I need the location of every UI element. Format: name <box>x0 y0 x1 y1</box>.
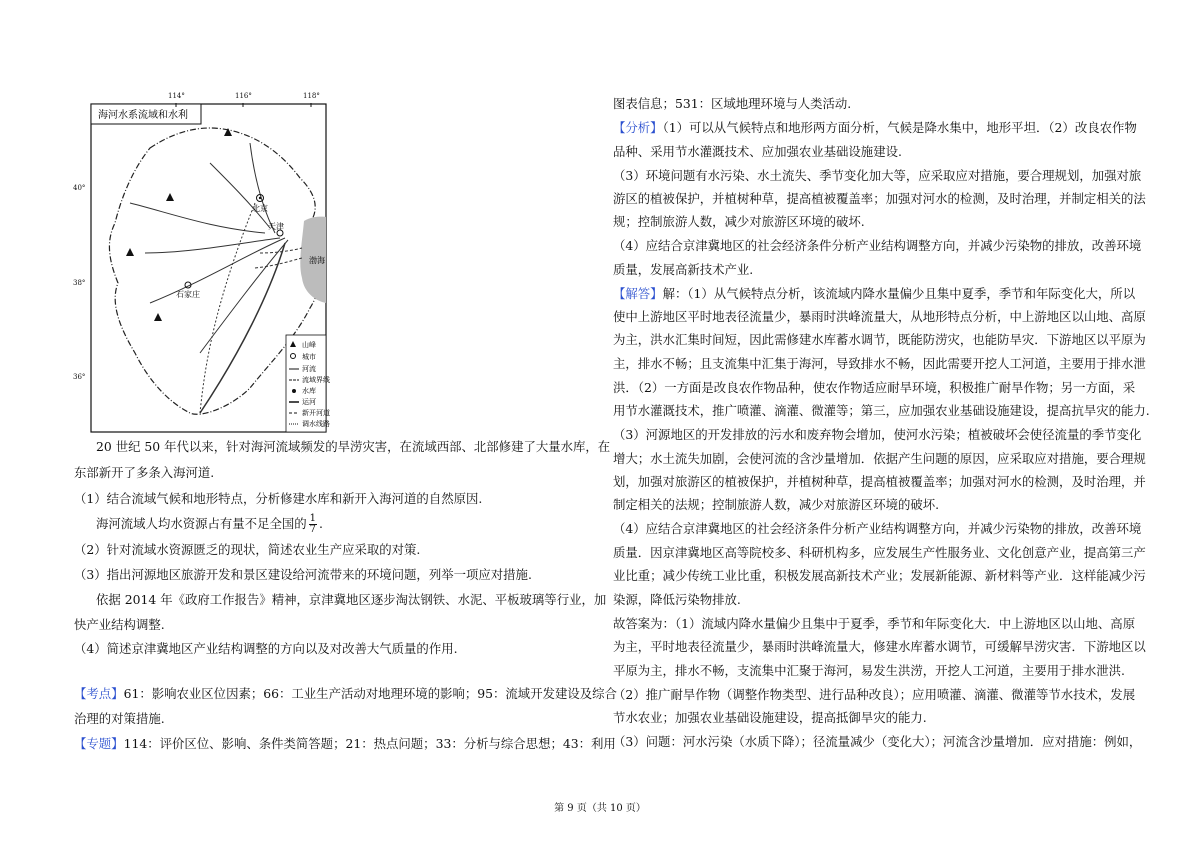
question-1: （1）结合流域气候和地形特点，分析修建水库和新开入海河道的自然原因. <box>74 491 483 506</box>
jieda-line-9: 划，加强对旅游区的植被保护，并植树种草，提高植被覆盖率；加强对河水的检测，及时治理，并 <box>613 474 1146 489</box>
fenxi-line-5: 规；控制旅游人数，减少对旅游区环境的破坏. <box>613 214 865 229</box>
fraction-one-seventh: $\frac{1}{7}$ <box>309 513 317 535</box>
answer-line-2: 为主，平时地表径流量少，暴雨时洪峰流量大，修建水库蓄水调节，可缓解旱涝灾害．下游地区以 <box>613 639 1146 654</box>
kaodian-label: 【考点】 <box>74 686 124 701</box>
zhuanti-line-2: 图表信息；531：区域地理环境与人类活动. <box>613 96 852 111</box>
legend-reservoir: 水库 <box>302 387 316 395</box>
jieda-line-4: 主，排水不畅；且支流集中汇集于海河，导致排水不畅，因此需要开挖人工河道，主要用于排水泄 <box>613 356 1146 371</box>
kaodian-line-1: 【考点】61：影响农业区位因素；66：工业生产活动对地理环境的影响；95：流域开发建设及综合 <box>74 686 617 701</box>
lat-36: 36° <box>73 373 86 381</box>
tianjin-label: 天津 <box>268 222 284 231</box>
zhuanti-line-1: 【专题】114：评价区位、影响、条件类简答题；21：热点问题；33：分析与综合思想；43：利用 <box>74 736 616 751</box>
jieda-line-14: 染源，降低污染物排放. <box>613 592 741 607</box>
fenxi-line-4: 游区的植被保护，并植树种草，提高植被覆盖率；加强对河水的检测，及时治理，并制定相关的法 <box>613 191 1146 206</box>
jieda-label: 【解答】 <box>613 286 663 301</box>
jieda-line-7: （3）河源地区的开发排放的污水和废弃物会增加，使河水污染；植被破坏会使径流量的季节变化 <box>613 427 1142 442</box>
zhuanti-label: 【专题】 <box>74 736 124 751</box>
legend-diversion: 调水线路 <box>302 420 330 428</box>
fenxi-label: 【分析】 <box>613 120 663 135</box>
policy-line-2: 快产业结构调整. <box>74 617 165 632</box>
beijing-label: 北京 <box>252 204 268 213</box>
lon-114: 114° <box>168 92 185 100</box>
jieda-line-11: （4）应结合京津冀地区的社会经济条件分析产业结构调整方向，并减少污染物的排放，改善环境 <box>613 521 1142 536</box>
legend-river: 河流 <box>302 365 316 373</box>
lat-38: 38° <box>73 279 86 287</box>
legend-boundary: 流域界线 <box>302 376 330 384</box>
legend-new-channel: 新开河道 <box>302 409 330 417</box>
question-2: （2）针对流域水资源匮乏的现状，简述农业生产应采取的对策. <box>74 542 421 557</box>
answer-line-1: 故答案为：（1）流域内降水量偏少且集中于夏季，季节和年际变化大．中上游地区以山地、高原 <box>613 616 1136 631</box>
fenxi-line-1: 【分析】（1）可以从气候特点和地形两方面分析，气候是降水集中，地形平坦．（2）改良农作物 <box>613 120 1137 135</box>
intro-line-1: 20 世纪 50 年代以来，针对海河流域频发的旱涝灾害，在流域西部、北部修建了大量水库，在 <box>96 439 611 454</box>
question-4: （4）简述京津冀地区产业结构调整的方向以及对改善大气质量的作用. <box>74 641 458 656</box>
jieda-line-8: 增大；水土流失加剧，会使河流的含沙量增加．依据产生问题的原因，应采取应对措施，要合理规 <box>613 451 1146 466</box>
jieda-line-10: 制定相关的法规；控制旅游人数，减少对旅游区环境的破坏. <box>613 497 940 512</box>
fenxi-line-3: （3）环境问题有水污染、水土流失、季节变化加大等，应采取应对措施，要合理规划，加强对旅 <box>613 168 1142 183</box>
answer-line-6: （3）问题：河水污染（水质下降）；径流量减少（变化大）；河流含沙量增加．应对措施：例如， <box>613 734 1142 749</box>
legend-canal: 运河 <box>302 398 316 406</box>
answer-line-5: 节水农业；加强农业基础设施建设，提高抵御旱灾的能力. <box>613 710 927 725</box>
map-title: 海河水系流域和水利 <box>98 110 188 121</box>
policy-line-1: 依据 2014 年《政府工作报告》精神，京津冀地区逐步淘汰钢铁、水泥、平板玻璃等行业，加 <box>96 592 607 607</box>
bohai-label: 渤海 <box>309 256 325 265</box>
shijiazhuang-label: 石家庄 <box>176 290 200 299</box>
kaodian-line-2: 治理的对策措施. <box>74 711 165 726</box>
fenxi-line-2: 品种、采用节水灌溉技术、应加强农业基础设施建设. <box>613 144 902 159</box>
jieda-line-2: 使中上游地区平时地表径流量少，暴雨时洪峰流量大，从地形特点分析，中上游地区以山地、高原 <box>613 309 1146 324</box>
jieda-line-3: 为主，洪水汇集时间短，因此需修建水库蓄水调节，既能防涝灾，也能防旱灾．下游地区以平原为 <box>613 332 1146 347</box>
legend-peak: 山峰 <box>302 341 316 349</box>
water-note-text: 海河流域人均水资源占有量不足全国的 <box>96 516 307 531</box>
legend-city: 城市 <box>302 353 316 361</box>
lat-40: 40° <box>73 184 86 192</box>
lon-118: 118° <box>303 92 320 100</box>
jieda-line-5: 洪．（2）一方面是改良农作物品种，使农作物适应耐旱环境，积极推广耐旱作物；另一方面，采 <box>613 380 1136 395</box>
answer-line-4: （2）推广耐旱作物（调整作物类型、进行品种改良）；应用喷灌、滴灌、微灌等节水技术，发展 <box>613 687 1136 702</box>
intro-line-2: 东部新开了多条入海河道. <box>74 465 215 480</box>
fenxi-line-7: 质量，发展高新技术产业. <box>613 262 754 277</box>
page-footer: 第 9 页（共 10 页） <box>554 803 646 814</box>
haihe-basin-map <box>90 103 330 433</box>
lon-116: 116° <box>235 92 252 100</box>
answer-line-3: 平原为主，排水不畅，支流集中汇聚于海河，易发生洪涝，开挖人工河道，主要用于排水泄洪. <box>613 663 1125 678</box>
jieda-line-13: 业比重；减少传统工业比重，积极发展高新技术产业；发展新能源、新材料等产业．这样能减少污 <box>613 568 1146 583</box>
water-note: 海河流域人均水资源占有量不足全国的 $\frac{1}{7}$ . <box>96 513 323 535</box>
jieda-line-12: 质量．因京津冀地区高等院校多、科研机构多，应发展生产性服务业、文化创意产业，提高第三产 <box>613 545 1146 560</box>
jieda-line-6: 用节水灌溉技术，推广喷灌、滴灌、微灌等；第三，应加强农业基础设施建设，提高抗旱灾的能力. <box>613 403 1150 418</box>
fenxi-line-6: （4）应结合京津冀地区的社会经济条件分析产业结构调整方向，并减少污染物的排放，改善环境 <box>613 238 1142 253</box>
map-svg <box>90 103 330 433</box>
question-3: （3）指出河源地区旅游开发和景区建设给河流带来的环境问题，列举一项应对措施. <box>74 567 532 582</box>
jieda-line-1: 【解答】解：（1）从气候特点分析，该流域内降水量偏少且集中夏季，季节和年际变化大，所以 <box>613 286 1136 301</box>
